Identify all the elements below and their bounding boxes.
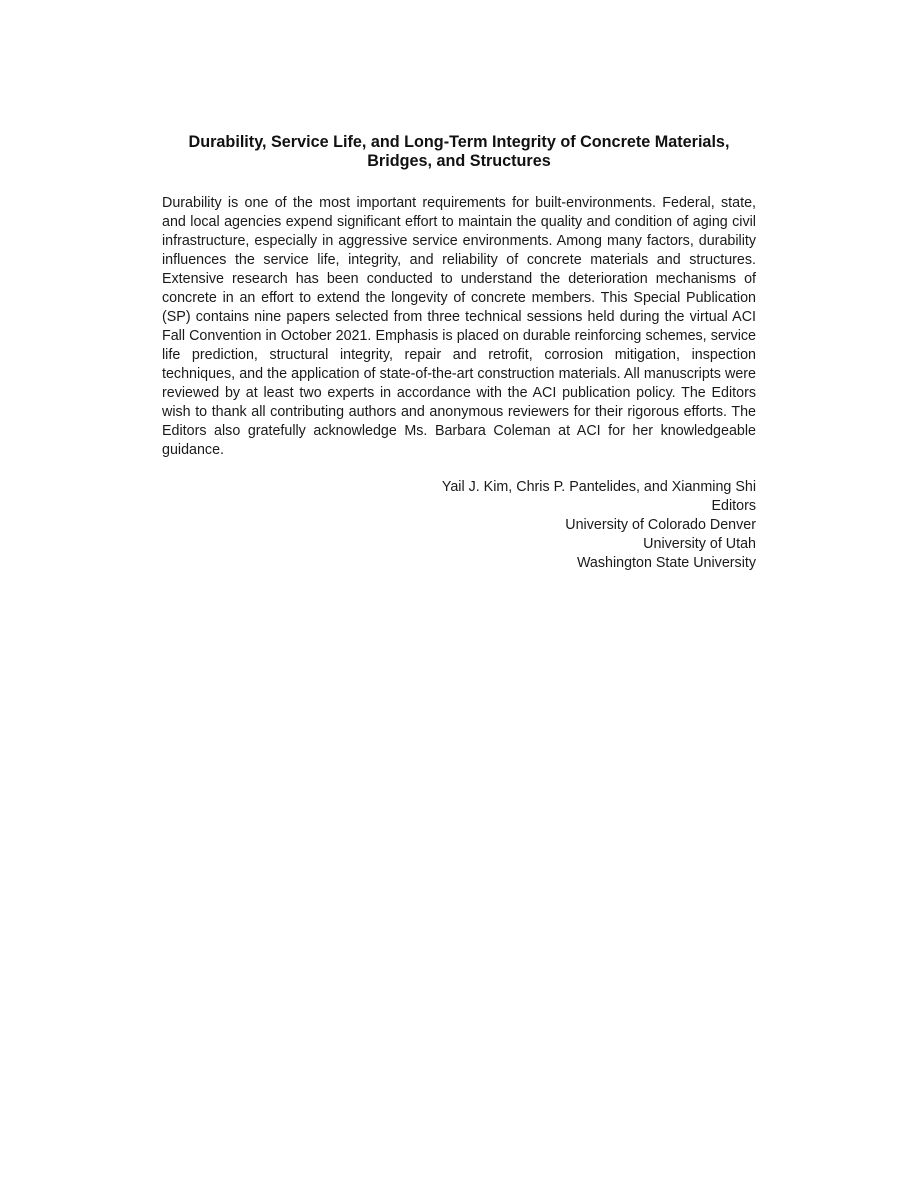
title-line-1: Durability, Service Life, and Long-Term Integrity of Concrete Materials, — [188, 133, 730, 151]
editor-signature-block — [162, 478, 756, 573]
affiliation-2: University of Utah — [643, 536, 756, 552]
editor-names: Yail J. Kim, Chris P. Pantelides, and Xianming Shi — [441, 479, 756, 495]
title-line-2: Bridges, and Structures — [367, 152, 551, 170]
editor-role: Editors — [711, 498, 756, 514]
affiliation-3: Washington State University — [576, 555, 756, 571]
document-title — [162, 133, 756, 171]
preface-paragraph: Durability is one of the most important requirements for built-environments. Federal, state, and local agencies expend significant effort to maintain the quality and condition of aging civil infrastructure, especially in aggressive service environments. Among many factors, durability influences the service life, integrity, and reliability of concrete materials and structures. Extensive research has been conducted to understand the deterioration mechanisms of concrete in an effort to extend the longevity of concrete members. This Special Publication (SP) contains nine papers selected from three technical sessions held during the virtual ACI Fall Convention in October 2021. Emphasis is placed on durable reinforcing schemes, service life prediction, structural integrity, repair and retrofit, corrosion mitigation, inspection techniques, and the application of state-of-the-art construction materials. All manuscripts were reviewed by at least two experts in accordance with the ACI publication policy. The Editors wish to thank all contributing authors and anonymous reviewers for their rigorous efforts. The Editors also gratefully acknowledge Ms. Barbara Coleman at ACI for her knowledgeable guidance. — [162, 195, 756, 458]
document-page — [162, 133, 756, 573]
affiliation-1: University of Colorado Denver — [565, 517, 756, 533]
